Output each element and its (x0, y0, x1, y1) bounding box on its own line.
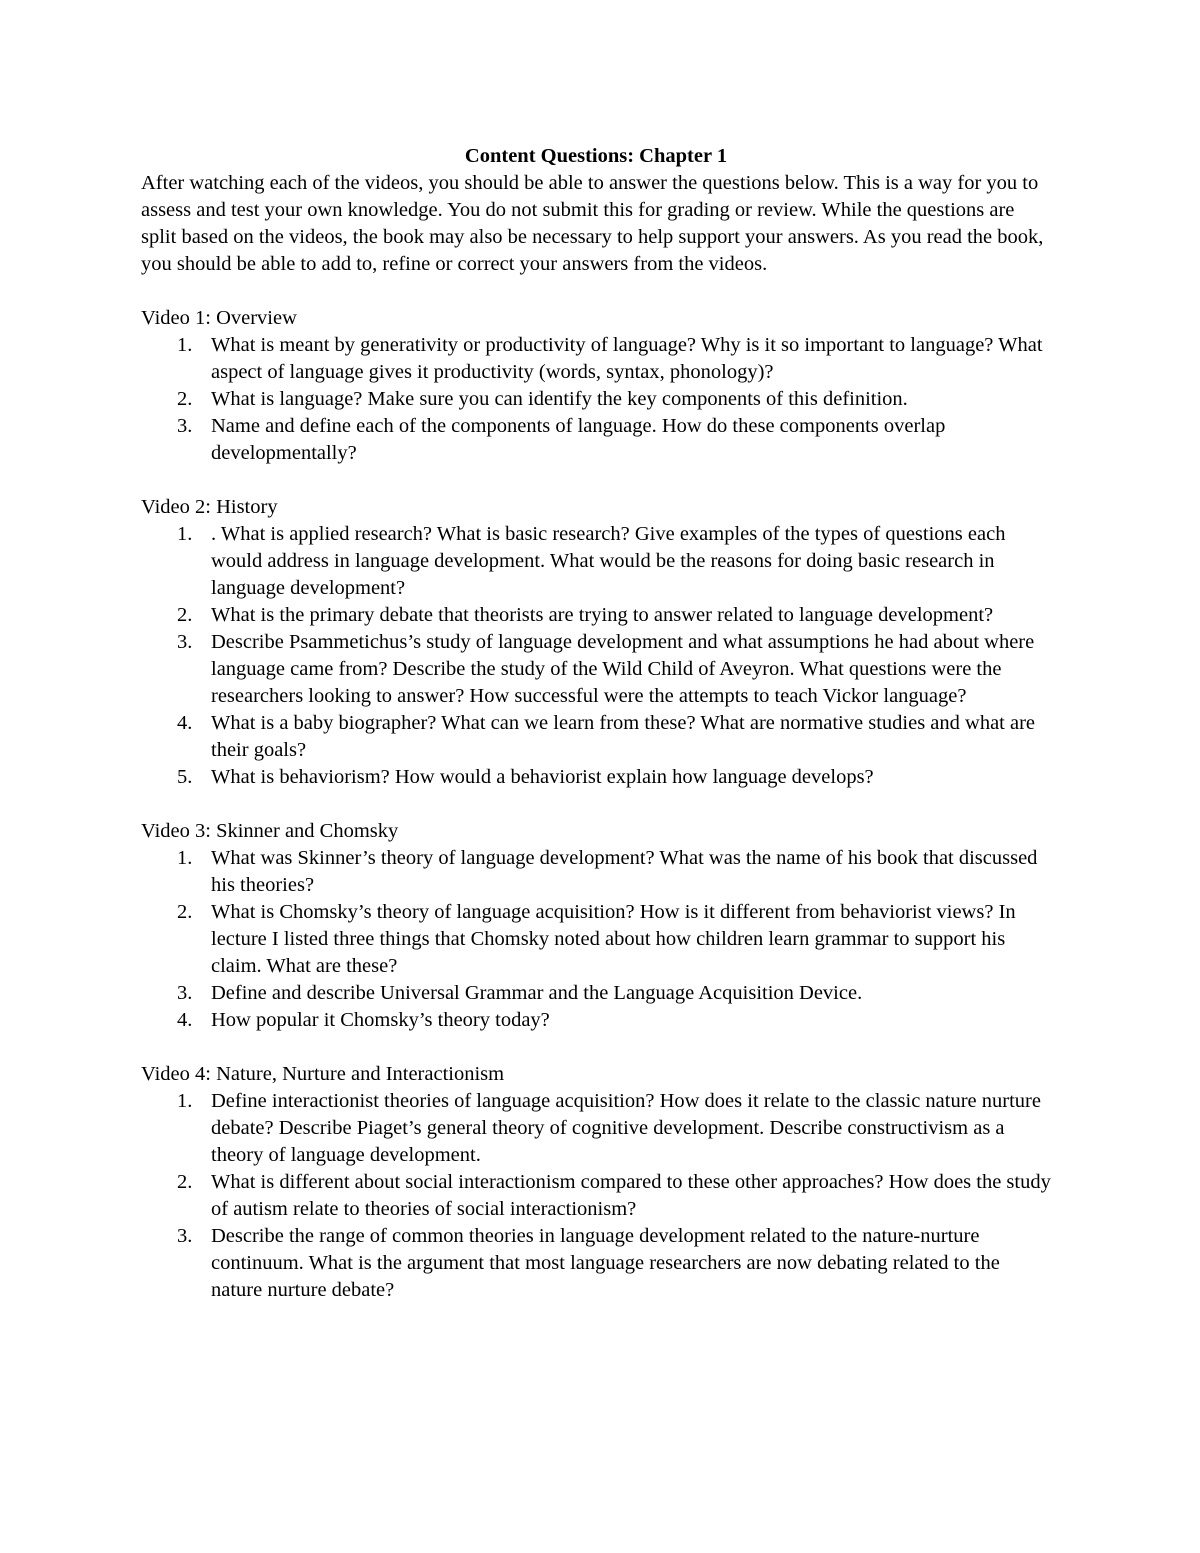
question-item (141, 845, 1051, 899)
question-text: Name and define each of the components of language. How do these components overlap developmentally? (211, 415, 946, 464)
question-list (141, 845, 1051, 1034)
question-text: Describe Psammetichus’s study of language development and what assumptions he had about where language came from? Describe the study of the Wild Child of Aveyron. What questions were the researchers looking to answer? How successful were the attempts to teach Vickor language? (211, 631, 1035, 707)
question-number: 5. (177, 766, 193, 788)
section-video-4 (141, 1061, 1051, 1304)
question-number: 4. (177, 1009, 193, 1031)
question-item (141, 764, 1051, 791)
question-number: 3. (177, 631, 193, 653)
question-item (141, 602, 1051, 629)
section-video-2 (141, 494, 1051, 791)
question-text: . What is applied research? What is basic research? Give examples of the types of questions each would address in language development. What would be the reasons for doing basic research in language development? (211, 523, 1006, 599)
question-number: 4. (177, 712, 193, 734)
question-number: 1. (177, 523, 193, 545)
question-text: What is the primary debate that theorists are trying to answer related to language development? (211, 604, 994, 626)
question-item (141, 386, 1051, 413)
question-number: 2. (177, 604, 193, 626)
question-item (141, 980, 1051, 1007)
question-number: 3. (177, 415, 193, 437)
question-item (141, 629, 1051, 710)
section-heading: Video 3: Skinner and Chomsky (141, 820, 399, 842)
question-item (141, 710, 1051, 764)
question-text: Define interactionist theories of language acquisition? How does it relate to the classic nature nurture debate? Describe Piaget’s general theory of cognitive development. Describe constructivism as a theory of language development. (211, 1090, 1041, 1166)
question-list (141, 1088, 1051, 1304)
question-number: 3. (177, 1225, 193, 1247)
question-item (141, 332, 1051, 386)
question-number: 3. (177, 982, 193, 1004)
question-number: 1. (177, 1090, 193, 1112)
question-list (141, 332, 1051, 467)
question-text: Describe the range of common theories in language development related to the nature-nurture continuum. What is the argument that most language researchers are now debating related to the nature nurture debate? (211, 1225, 1000, 1301)
question-item (141, 413, 1051, 467)
section-heading: Video 4: Nature, Nurture and Interactionism (141, 1063, 505, 1085)
question-text: Define and describe Universal Grammar and the Language Acquisition Device. (211, 982, 863, 1004)
question-item (141, 899, 1051, 980)
question-number: 2. (177, 901, 193, 923)
question-number: 1. (177, 847, 193, 869)
question-text: How popular it Chomsky’s theory today? (211, 1009, 550, 1031)
question-list (141, 521, 1051, 791)
question-text: What is Chomsky’s theory of language acquisition? How is it different from behaviorist views? In lecture I listed three things that Chomsky noted about how children learn grammar to support his claim. What are these? (211, 901, 1016, 977)
question-text: What is language? Make sure you can identify the key components of this definition. (211, 388, 908, 410)
page-title: Content Questions: Chapter 1 (464, 145, 728, 167)
question-item (141, 521, 1051, 602)
document-page (141, 143, 1051, 1304)
intro-paragraph: After watching each of the videos, you should be able to answer the questions below. This is a way for you to assess and test your own knowledge. You do not submit this for grading or review. While the questions are split based on the videos, the book may also be necessary to help support your answers. As you read the book, you should be able to add to, refine or correct your answers from the videos. (141, 172, 1044, 275)
section-video-3 (141, 818, 1051, 1034)
question-item (141, 1007, 1051, 1034)
question-text: What was Skinner’s theory of language development? What was the name of his book that discussed his theories? (211, 847, 1038, 896)
question-text: What is meant by generativity or productivity of language? Why is it so important to language? What aspect of language gives it productivity (words, syntax, phonology)? (211, 334, 1043, 383)
section-heading: Video 2: History (141, 496, 278, 518)
section-heading: Video 1: Overview (141, 307, 297, 329)
question-number: 2. (177, 1171, 193, 1193)
question-number: 1. (177, 334, 193, 356)
question-item (141, 1169, 1051, 1223)
question-item (141, 1223, 1051, 1304)
question-text: What is behaviorism? How would a behaviorist explain how language develops? (211, 766, 874, 788)
question-item (141, 1088, 1051, 1169)
section-video-1 (141, 305, 1051, 467)
question-text: What is a baby biographer? What can we learn from these? What are normative studies and what are their goals? (211, 712, 1036, 761)
question-number: 2. (177, 388, 193, 410)
question-text: What is different about social interactionism compared to these other approaches? How does the study of autism relate to theories of social interactionism? (211, 1171, 1051, 1220)
